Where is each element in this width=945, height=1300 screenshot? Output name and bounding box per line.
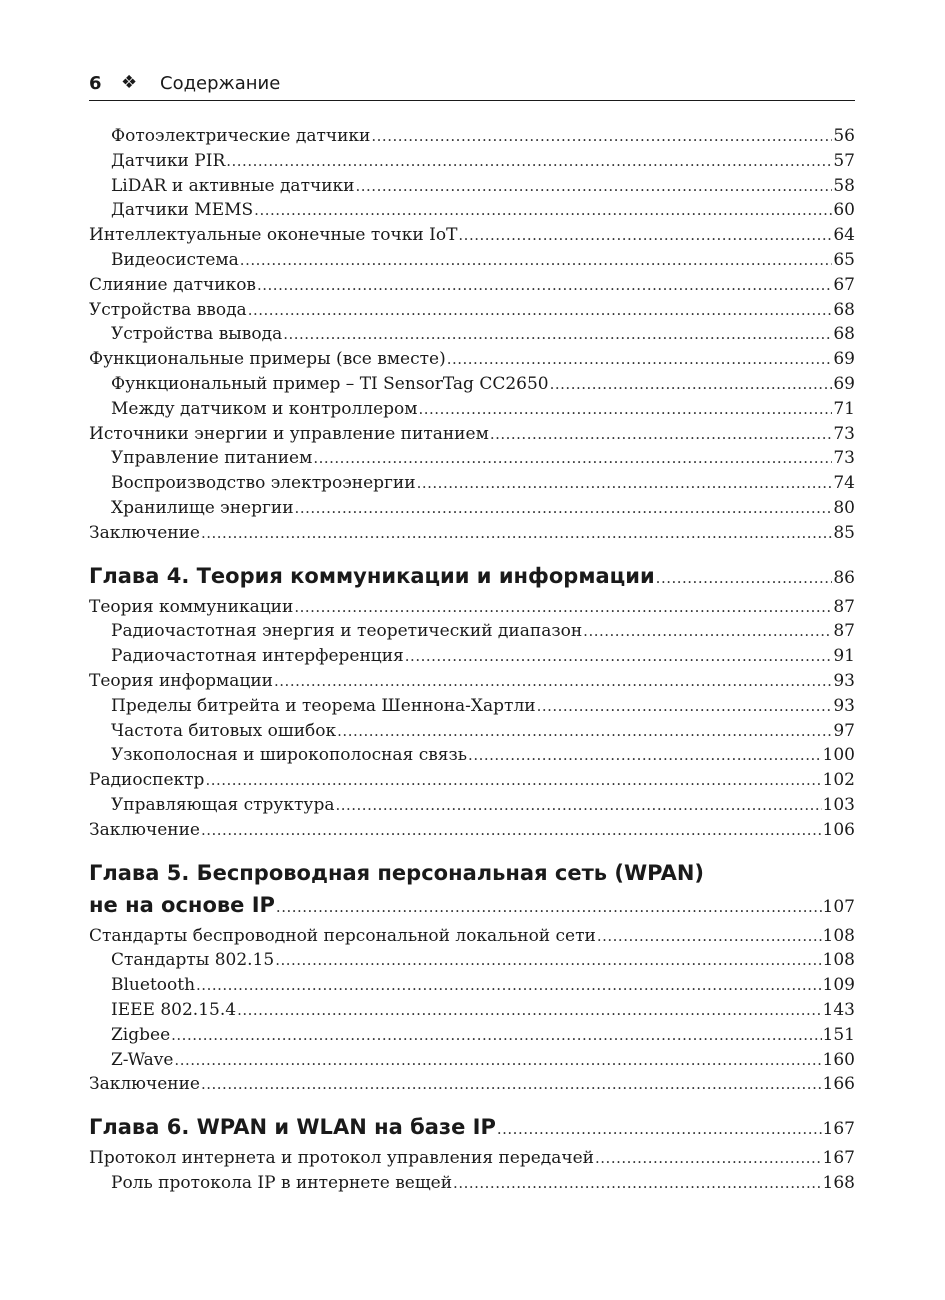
toc-entry[interactable] — [89, 743, 855, 768]
leader-dots — [205, 768, 821, 793]
toc-entry-page: 71 — [833, 398, 855, 419]
toc-entry-title: Устройства ввода — [89, 299, 247, 320]
toc-entry-page: 73 — [833, 423, 855, 444]
toc-entry[interactable] — [89, 397, 855, 422]
section-title: Содержание — [160, 73, 281, 94]
toc-entry[interactable] — [89, 998, 855, 1023]
toc-entry[interactable] — [89, 669, 855, 694]
toc-entry-page: 108 — [822, 925, 855, 946]
toc-entry-page: 67 — [833, 274, 855, 295]
leader-dots — [356, 174, 833, 199]
toc-entry-title: Теория коммуникации — [89, 596, 294, 617]
toc-entry-title: Частота битовых ошибок — [111, 720, 337, 741]
leader-dots — [240, 248, 833, 273]
toc-entry[interactable] — [89, 1072, 855, 1097]
toc-entry-title: Функциональный пример – TI SensorTag CC2650 — [111, 373, 549, 394]
toc-entry-page: 93 — [833, 670, 855, 691]
leader-dots — [201, 521, 832, 546]
toc-entry[interactable] — [89, 719, 855, 744]
leader-dots — [201, 818, 822, 843]
leader-dots — [171, 1023, 821, 1048]
toc-entry-page: 160 — [822, 1049, 855, 1070]
page-number: 6 — [89, 73, 102, 94]
toc-entry-title: Роль протокола IP в интернете вещей — [111, 1172, 453, 1193]
toc-entry[interactable] — [89, 924, 855, 949]
toc-entry-title: Хранилище энергии — [111, 497, 294, 518]
toc-entry[interactable] — [89, 521, 855, 546]
toc-entry-title: Устройства вывода — [111, 324, 283, 345]
toc-entry-title: Радиочастотная энергия и теоретический диапазон — [111, 621, 583, 642]
toc-entry-title: Датчики PIR — [111, 150, 226, 171]
toc-block-chapter-6 — [89, 1146, 855, 1196]
toc-entry-title: Радиочастотная интерференция — [111, 646, 404, 667]
toc-entry[interactable] — [89, 347, 855, 372]
chapter-page: 86 — [833, 567, 855, 588]
toc-entry[interactable] — [89, 694, 855, 719]
toc-entry-page: 168 — [822, 1172, 855, 1193]
toc-entry-title: Видеосистема — [111, 249, 239, 270]
toc-entry-page: 109 — [822, 975, 855, 996]
toc-entry-title: Фотоэлектрические датчики — [111, 126, 371, 146]
leader-dots — [490, 422, 833, 447]
toc-entry-title: Между датчиком и контроллером — [111, 398, 418, 419]
toc-entry[interactable] — [89, 1023, 855, 1048]
leader-dots — [458, 223, 832, 248]
toc-entry-page: 69 — [833, 349, 855, 370]
toc-entry-page: 85 — [833, 522, 855, 543]
chapter-title-line1: Глава 5. Беспроводная персональная сеть (WPAN) — [89, 860, 704, 885]
leader-dots — [275, 948, 821, 973]
toc-entry-page: 64 — [833, 225, 855, 246]
toc-entry-title: Воспроизводство электроэнергии — [111, 473, 416, 494]
toc-entry-title: Управляющая структура — [111, 794, 335, 815]
toc-entry-page: 65 — [833, 249, 855, 270]
leader-dots — [294, 595, 832, 620]
toc-entry[interactable] — [89, 372, 855, 397]
toc-entry[interactable] — [89, 496, 855, 521]
toc-entry-page: 151 — [822, 1024, 855, 1045]
leader-dots — [583, 619, 832, 644]
chapter-title-line2-row — [89, 889, 855, 921]
toc-entry-page: 100 — [822, 745, 855, 766]
toc-entry-page: 102 — [822, 770, 855, 791]
toc-entry[interactable] — [89, 322, 855, 347]
leader-dots — [237, 998, 821, 1023]
toc-entry-title: Интеллектуальные оконечные точки IoT — [89, 225, 458, 246]
leader-dots — [276, 891, 822, 923]
ornament-icon: ❖ — [121, 72, 138, 93]
toc-entry[interactable] — [89, 768, 855, 793]
toc-entry[interactable] — [89, 1146, 855, 1171]
running-header — [89, 70, 855, 101]
toc-block-chapter-5 — [89, 924, 855, 1098]
toc-entry-title: Теория информации — [89, 670, 274, 691]
table-of-contents — [89, 124, 855, 1196]
leader-dots — [419, 397, 833, 422]
toc-entry-page: 57 — [833, 150, 855, 171]
leader-dots — [283, 322, 832, 347]
leader-dots — [274, 669, 832, 694]
toc-entry-page: 73 — [833, 448, 855, 469]
toc-entry-page: 103 — [822, 794, 855, 815]
leader-dots — [174, 1048, 821, 1073]
toc-entry[interactable] — [89, 471, 855, 496]
toc-entry-title: Заключение — [89, 522, 200, 543]
toc-entry[interactable] — [89, 793, 855, 818]
chapter-title: Глава 6. WPAN и WLAN на базе IP — [89, 1115, 496, 1140]
toc-entry-title: Протокол интернета и протокол управления передачей — [89, 1148, 595, 1169]
chapter-page: 107 — [822, 896, 855, 917]
toc-entry-page: 74 — [833, 473, 855, 494]
toc-entry-page: 97 — [833, 720, 855, 741]
leader-dots — [497, 1113, 822, 1145]
toc-entry-page: 58 — [833, 175, 855, 196]
toc-entry-page: 60 — [833, 200, 855, 221]
toc-entry-title: Управление питанием — [111, 448, 313, 469]
leader-dots — [371, 124, 832, 149]
toc-entry[interactable] — [89, 1048, 855, 1073]
leader-dots — [656, 562, 833, 594]
leader-dots — [295, 496, 833, 521]
leader-dots — [597, 924, 822, 949]
leader-dots — [201, 1072, 822, 1097]
toc-entry[interactable] — [89, 644, 855, 669]
leader-dots — [550, 372, 833, 397]
toc-entry-page: 80 — [833, 497, 855, 518]
toc-entry-page: 143 — [822, 999, 855, 1020]
toc-entry-title: IEEE 802.15.4 — [111, 999, 237, 1020]
chapter-title-line2: не на основе IP — [89, 892, 275, 917]
leader-dots — [335, 793, 821, 818]
toc-entry[interactable] — [89, 619, 855, 644]
toc-entry-title: Радиоспектр — [89, 770, 205, 791]
toc-entry-title: Датчики MEMS — [111, 200, 254, 221]
leader-dots — [337, 719, 832, 744]
leader-dots — [468, 743, 822, 768]
toc-entry[interactable] — [89, 818, 855, 843]
toc-entry-title: Bluetooth — [111, 975, 196, 996]
leader-dots — [313, 446, 832, 471]
toc-entry-title: Узкополосная и широкополосная связь — [111, 745, 468, 766]
toc-entry-page: 56 — [833, 126, 855, 146]
toc-entry[interactable] — [89, 422, 855, 447]
leader-dots — [447, 347, 833, 372]
toc-entry[interactable] — [89, 273, 855, 298]
toc-entry-title: Источники энергии и управление питанием — [89, 423, 489, 444]
toc-entry[interactable] — [89, 973, 855, 998]
leader-dots — [537, 694, 833, 719]
toc-entry[interactable] — [89, 149, 855, 174]
chapter-6-heading[interactable] — [89, 1111, 855, 1143]
leader-dots — [453, 1171, 822, 1196]
toc-block-chapter-3 — [89, 124, 855, 546]
toc-entry-title: Функциональные примеры (все вместе) — [89, 349, 446, 370]
toc-entry-page: 93 — [833, 695, 855, 716]
leader-dots — [595, 1146, 822, 1171]
toc-entry-title: Заключение — [89, 819, 200, 840]
toc-entry-page: 68 — [833, 324, 855, 345]
leader-dots — [254, 198, 832, 223]
toc-entry-page: 69 — [833, 373, 855, 394]
toc-entry[interactable] — [89, 248, 855, 273]
toc-entry-title: Заключение — [89, 1074, 200, 1095]
toc-entry[interactable] — [89, 174, 855, 199]
leader-dots — [248, 298, 833, 323]
leader-dots — [196, 973, 822, 998]
toc-entry[interactable] — [89, 298, 855, 323]
toc-entry-title: Слияние датчиков — [89, 274, 256, 295]
toc-entry-page: 108 — [822, 950, 855, 971]
toc-entry-title: Стандарты 802.15 — [111, 950, 275, 971]
toc-entry[interactable] — [89, 124, 855, 149]
toc-entry-page: 91 — [833, 646, 855, 667]
toc-entry[interactable] — [89, 198, 855, 223]
toc-entry-title: Стандарты беспроводной персональной локальной сети — [89, 925, 596, 946]
toc-entry-title: Пределы битрейта и теорема Шеннона-Хартли — [111, 695, 536, 716]
leader-dots — [417, 471, 833, 496]
leader-dots — [257, 273, 832, 298]
chapter-5-heading[interactable] — [89, 857, 855, 921]
toc-entry[interactable] — [89, 446, 855, 471]
toc-entry-page: 68 — [833, 299, 855, 320]
toc-entry-page: 87 — [833, 621, 855, 642]
toc-entry-page: 106 — [822, 819, 855, 840]
chapter-title: Глава 4. Теория коммуникации и информации — [89, 563, 655, 588]
leader-dots — [226, 149, 832, 174]
toc-entry[interactable] — [89, 1171, 855, 1196]
toc-entry[interactable] — [89, 223, 855, 248]
toc-entry-page: 87 — [833, 596, 855, 617]
toc-entry-page: 166 — [822, 1074, 855, 1095]
toc-entry-title: Z-Wave — [111, 1049, 174, 1070]
toc-entry[interactable] — [89, 595, 855, 620]
toc-entry-title: Zigbee — [111, 1024, 171, 1045]
chapter-page: 167 — [822, 1119, 855, 1140]
toc-entry[interactable] — [89, 948, 855, 973]
leader-dots — [405, 644, 833, 669]
chapter-4-heading[interactable] — [89, 560, 855, 592]
toc-entry-title: LiDAR и активные датчики — [111, 175, 355, 196]
toc-entry-page: 167 — [822, 1148, 855, 1169]
toc-block-chapter-4 — [89, 595, 855, 843]
